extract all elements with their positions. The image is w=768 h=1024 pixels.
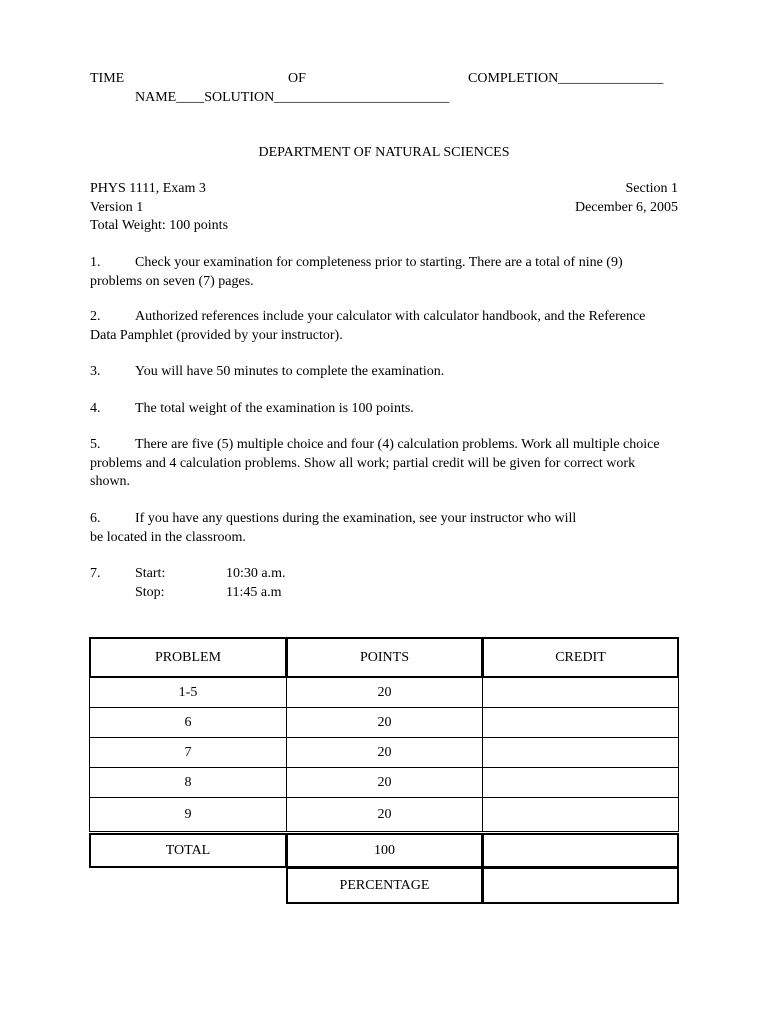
instruction-3 [90,363,678,382]
table-row-problem: 8 [89,767,287,798]
total-points: 100 [286,833,483,868]
percentage-label: PERCENTAGE [286,867,483,904]
exam-version: Version 1 [90,200,144,215]
stop-label: Stop: [135,584,165,600]
table-row-points: 20 [286,677,483,708]
table-row-problem: 1-5 [89,677,287,708]
header-credit: CREDIT [482,637,679,678]
instruction-number: 2. [90,309,101,324]
exam-date: December 6, 2005 [574,200,678,215]
department-title: DEPARTMENT OF NATURAL SCIENCES [258,145,510,160]
credit-field[interactable] [482,797,679,832]
instruction-text: If you have any questions during the examination, see your instructor who will [135,511,577,526]
of-label: OF [288,71,306,86]
table-row-points: 20 [286,797,483,832]
section-label: Section 1 [625,181,678,196]
time-label: TIME [90,71,125,86]
instruction-text-cont: problems and 4 calculation problems. Show all work; partial credit will be given for correct work [90,455,636,471]
instruction-number: 7. [90,566,101,581]
header-points: POINTS [286,637,483,678]
start-label: Start: [135,566,166,581]
instruction-6 [90,510,678,547]
total-weight: Total Weight: 100 points [90,218,229,233]
start-time: 10:30 a.m. [226,566,286,581]
instruction-2 [90,308,678,345]
table-row-problem: 9 [89,797,287,832]
table-row-points: 20 [286,707,483,738]
table-row-problem: 7 [89,737,287,768]
total-credit-field[interactable] [482,833,679,868]
stop-time: 11:45 a.m [226,584,282,600]
instruction-7 [90,565,678,602]
completion-label: COMPLETION_______________ [468,71,664,86]
table-row-points: 20 [286,737,483,768]
credit-field[interactable] [482,707,679,738]
instruction-number: 4. [90,401,101,416]
instruction-number: 3. [90,364,101,379]
instruction-4 [90,400,678,419]
table-row-points: 20 [286,767,483,798]
instruction-5 [90,436,678,492]
instruction-text-cont: problems on seven (7) pages. [90,273,254,289]
instruction-text: Check your examination for completeness prior to starting. There are a total of nine (9) [135,255,623,270]
instruction-number: 5. [90,437,101,452]
instruction-number: 6. [90,511,101,526]
instruction-text: You will have 50 minutes to complete the examination. [135,364,445,379]
instruction-text-cont: Data Pamphlet (provided by your instructor). [90,327,343,343]
credit-field[interactable] [482,737,679,768]
instruction-number: 1. [90,255,101,270]
total-label: TOTAL [89,833,287,868]
name-line: NAME____SOLUTION_________________________ [135,90,450,105]
header-problem: PROBLEM [89,637,287,678]
credit-field[interactable] [482,767,679,798]
table-row-problem: 6 [89,707,287,738]
instruction-text-cont: shown. [90,474,131,489]
credit-field[interactable] [482,677,679,708]
exam-title: PHYS 1111, Exam 3 [90,181,206,196]
percentage-field[interactable] [482,867,679,904]
instruction-1 [90,254,678,291]
instruction-text: The total weight of the examination is 100 points. [135,401,414,416]
instruction-text: There are five (5) multiple choice and four (4) calculation problems. Work all multiple choice [135,437,660,452]
instruction-text-cont: be located in the classroom. [90,529,246,545]
instruction-text: Authorized references include your calculator with calculator handbook, and the Reference [135,309,646,324]
